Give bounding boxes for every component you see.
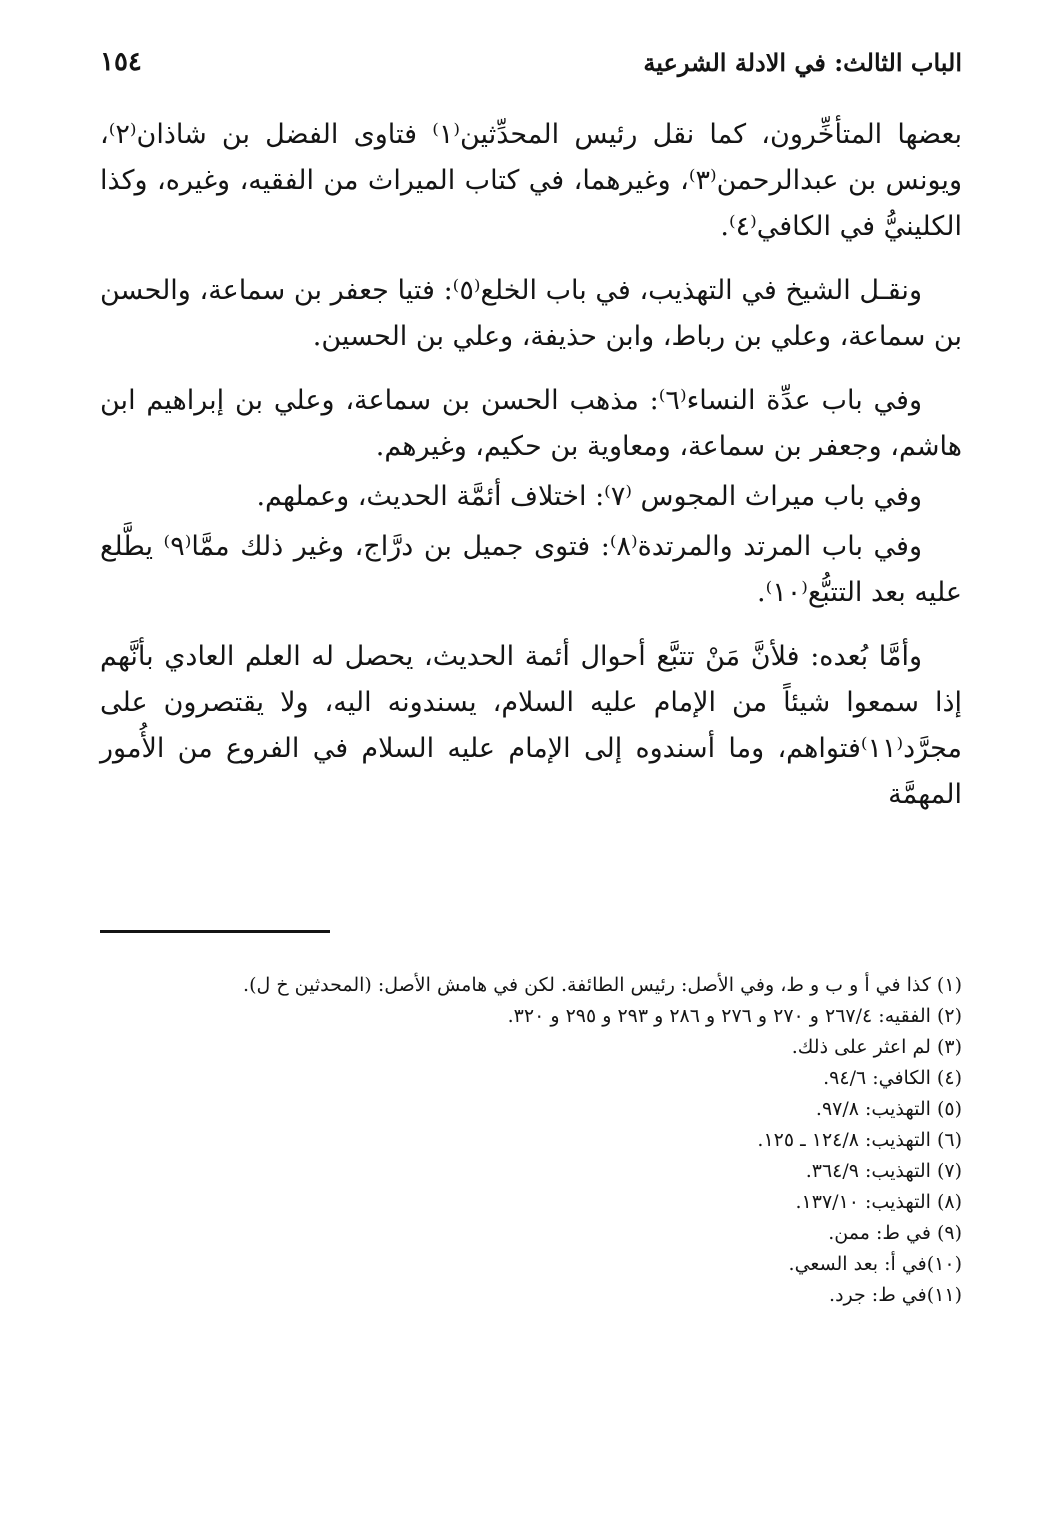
footnote: (١١)في ط: جرد. xyxy=(829,1284,962,1306)
paragraph: وفي باب عدِّة النساء⁽٦⁾: مذهب الحسن بن سماعة، وعلي بن إبراهيم ابن هاشم، وجعفر بن سماعة، ومعاوية بن حكيم، وغيرهم. xyxy=(100,385,962,462)
footnote: (٣) لم اعثر على ذلك. xyxy=(791,1036,962,1058)
footnote-separator xyxy=(100,930,330,933)
running-title: الباب الثالث: في الادلة الشرعية xyxy=(643,47,962,77)
footnote: (٦) التهذيب: ١٢٤/٨ ـ ١٢٥. xyxy=(757,1129,962,1151)
paragraph: ونقـل الشيخ في التهذيب، في باب الخلع⁽٥⁾: فتيا جعفر بن سماعة، والحسن بن سماعة، وعلي بن رباط، وابن حذيفة، وعلي بن الحسين. xyxy=(100,275,962,352)
paragraph: وأمَّا بُعده: فلأنَّ مَنْ تتبَّع أحوال أئمة الحديث، يحصل له العلم العادي بأنَّهم إذا سمعوا شيئاً من الإمام عليه السلام، يسندونه اليه، ولا يقتصرون على مجرَّد⁽١١⁾فتواهم، وما أسندوه إلى الإمام عليه السلام في الفروع من الأُمور المهمَّة xyxy=(100,641,962,810)
footnotes-list xyxy=(100,970,962,1311)
footnote: (١٠)في أ: بعد السعي. xyxy=(788,1253,962,1275)
paragraph: بعضها المتأخِّرون، كما نقل رئيس المحدِّثين⁽١⁾ فتاوى الفضل بن شاذان⁽٢⁾، ويونس بن عبدالرحمن⁽٣⁾، وغيرهما، في كتاب الميراث من الفقيه، وغيره، وكذا الكلينيُّ في الكافي⁽٤⁾. xyxy=(100,119,962,242)
page-number: ١٥٤ xyxy=(100,47,142,77)
footnote: (٧) التهذيب: ٣٦٤/٩. xyxy=(805,1160,962,1182)
footnote: (٨) التهذيب: ١٣٧/١٠. xyxy=(795,1191,962,1213)
page-header xyxy=(100,40,962,84)
footnote: (٥) التهذيب: ٩٧/٨. xyxy=(815,1098,962,1120)
footnote: (٩) في ط: ممن. xyxy=(828,1222,962,1244)
paragraph: وفي باب المرتد والمرتدة⁽٨⁾: فتوى جميل بن درَّاج، وغير ذلك ممَّا⁽٩⁾ يطَّلع عليه بعد التتبُّع⁽١٠⁾. xyxy=(100,531,962,608)
footnote: (٤) الكافي: ٩٤/٦. xyxy=(823,1067,962,1089)
main-text xyxy=(100,112,962,836)
footnote: (٢) الفقيه: ٢٦٧/٤ و ٢٧٠ و ٢٧٦ و ٢٨٦ و ٢٩٣ و ٢٩٥ و ٣٢٠. xyxy=(507,1005,962,1027)
paragraph: وفي باب ميراث المجوس ⁽٧⁾: اختلاف أئمَّة الحديث، وعملهم. xyxy=(256,481,922,512)
footnote: (١) كذا في أ و ب و ط، وفي الأصل: رئيس الطائفة. لكن في هامش الأصل: (المحدثين خ ل). xyxy=(243,974,962,996)
